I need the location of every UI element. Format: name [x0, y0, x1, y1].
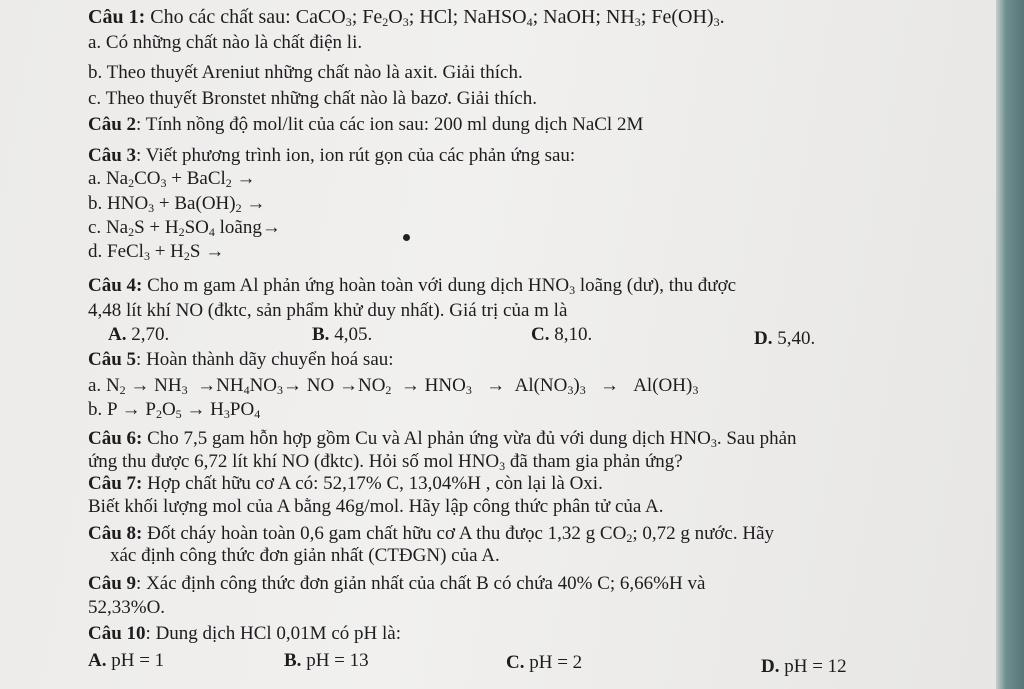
question-4-option-c: C. 8,10. — [531, 324, 593, 345]
question-10-option-a: A. pH = 1 — [88, 650, 165, 671]
question-2 — [88, 114, 643, 136]
question-6-label: Câu 6: — [88, 428, 143, 449]
formula-caco3: CaCO$_3$; — [295, 6, 363, 29]
question-2-label: Câu 2 — [88, 114, 137, 135]
formula-nh3: $NH_3$; — [605, 6, 652, 29]
question-4-option-d: D. 5,40. — [754, 328, 816, 349]
question-3-text: : Viết phương trình ion, ion rút gọn của các phản ứng sau: — [136, 145, 576, 166]
question-9: Câu 9: Xác định công thức đơn giản nhất của chất B có chứa 40% C; 6,66%H và — [88, 573, 706, 594]
question-10-option-b: B. pH = 13 — [284, 650, 369, 671]
question-3 — [88, 145, 575, 167]
question-8: Câu 8: Đốt cháy hoàn toàn 0,6 gam chất hữu cơ A thu đưọc 1,32 g $CO_2$; 0,72 g nước. Hãy — [88, 523, 775, 545]
arrow-icon: → — [261, 217, 281, 238]
question-6-line2: ứng thu được 6,72 lít khí NO (đktc). Hỏi số mol $HNO_3$ đã tham gia phản ứng? — [88, 451, 683, 473]
question-9-line2: 52,33%O. — [88, 597, 166, 618]
ink-dot — [403, 234, 410, 241]
chain-5b: b. $P \to P_2O_5 \to H_3PO_4$ — [88, 399, 261, 421]
question-4-label: Câu 4: — [88, 275, 143, 296]
arrow-icon: → — [246, 193, 266, 214]
question-1b: b. Theo thuyết Areniut những chất nào là axit. Giải thích. — [88, 62, 523, 83]
question-10-label: Câu 10 — [88, 623, 146, 644]
question-1 — [88, 6, 725, 28]
question-7-line2: Biết khối lượng mol của A bằng 46g/mol. Hãy lập công thức phân tử của A. — [88, 496, 664, 517]
question-4-option-a: A. 2,70. — [108, 324, 170, 345]
question-4-line2: 4,48 lít khí NO (đktc, sản phẩm khử duy nhất). Giá trị của m là — [88, 300, 568, 321]
chain-5a: a. $N_2 \to NH_3 \to NH_4NO_3\to$ NO $\to NO_2 \to HNO_3 \to Al(NO_3)_3 \to Al(OH)_3$ — [88, 375, 699, 397]
reaction-3a: a. $Na_2CO_3$ + BaCl$_2$ → — [88, 168, 256, 190]
reaction-3c: c. $Na_2S + H_2SO_4$ loãng→ — [88, 217, 281, 239]
question-1c: c. Theo thuyết Bronstet những chất nào là bazơ. Giải thích. — [88, 88, 537, 109]
formula-naoh: NaOH; — [543, 6, 606, 28]
formula-fe2o3: $Fe_2O_3$; — [362, 6, 420, 29]
question-4-option-b: B. 4,05. — [312, 324, 373, 345]
question-10-option-d: D. pH = 12 — [761, 656, 847, 677]
question-6: Câu 6: Cho 7,5 gam hỗn hợp gồm Cu và Al phản ứng vừa đủ với dung dịch $HNO_3$. Sau phản — [88, 428, 797, 450]
arrow-icon: → — [205, 241, 225, 262]
question-7-label: Câu 7: — [88, 473, 143, 494]
question-7: Câu 7: Hợp chất hữu cơ A có: 52,17% C, 13,04%H , còn lại là Oxi. — [88, 473, 603, 494]
formula-nahso4: NaHSO$_4$; — [463, 6, 544, 29]
question-8-line2: xác định công thức đơn giản nhất (CTĐGN) của A. — [110, 545, 500, 566]
formula-hcl: HCl; — [419, 6, 464, 28]
arrow-icon: → — [236, 168, 256, 189]
question-2-text: : Tính nồng độ mol/lit của các ion sau: 200 ml dung dịch NaCl 2M — [136, 114, 644, 135]
question-1-text: Cho các chất sau: — [145, 6, 296, 28]
reaction-3b: b. $HNO_3 + Ba(OH)_2$ → — [88, 193, 266, 215]
question-1-label: Câu 1: — [88, 6, 146, 28]
formula-feoh3: $Fe(OH)_3$. — [651, 6, 725, 29]
question-8-label: Câu 8: — [88, 523, 143, 544]
reaction-3d: d. FeCl$_3$ + $H_2S$ → — [88, 241, 225, 263]
question-5-label: Câu 5 — [88, 349, 137, 370]
background-edge — [996, 0, 1024, 689]
question-10: Câu 10: Dung dịch HCl 0,01M có pH là: — [88, 623, 401, 644]
question-3-label: Câu 3 — [88, 145, 137, 166]
question-9-label: Câu 9 — [88, 573, 137, 594]
question-10-option-c: C. pH = 2 — [506, 652, 583, 673]
question-1a: a. Có những chất nào là chất điện li. — [88, 32, 363, 53]
question-4: Câu 4: Cho m gam Al phản ứng hoàn toàn với dung dịch $HNO_3$ loãng (dư), thu được — [88, 275, 737, 297]
question-5: Câu 5: Hoàn thành dãy chuyển hoá sau: — [88, 349, 394, 370]
